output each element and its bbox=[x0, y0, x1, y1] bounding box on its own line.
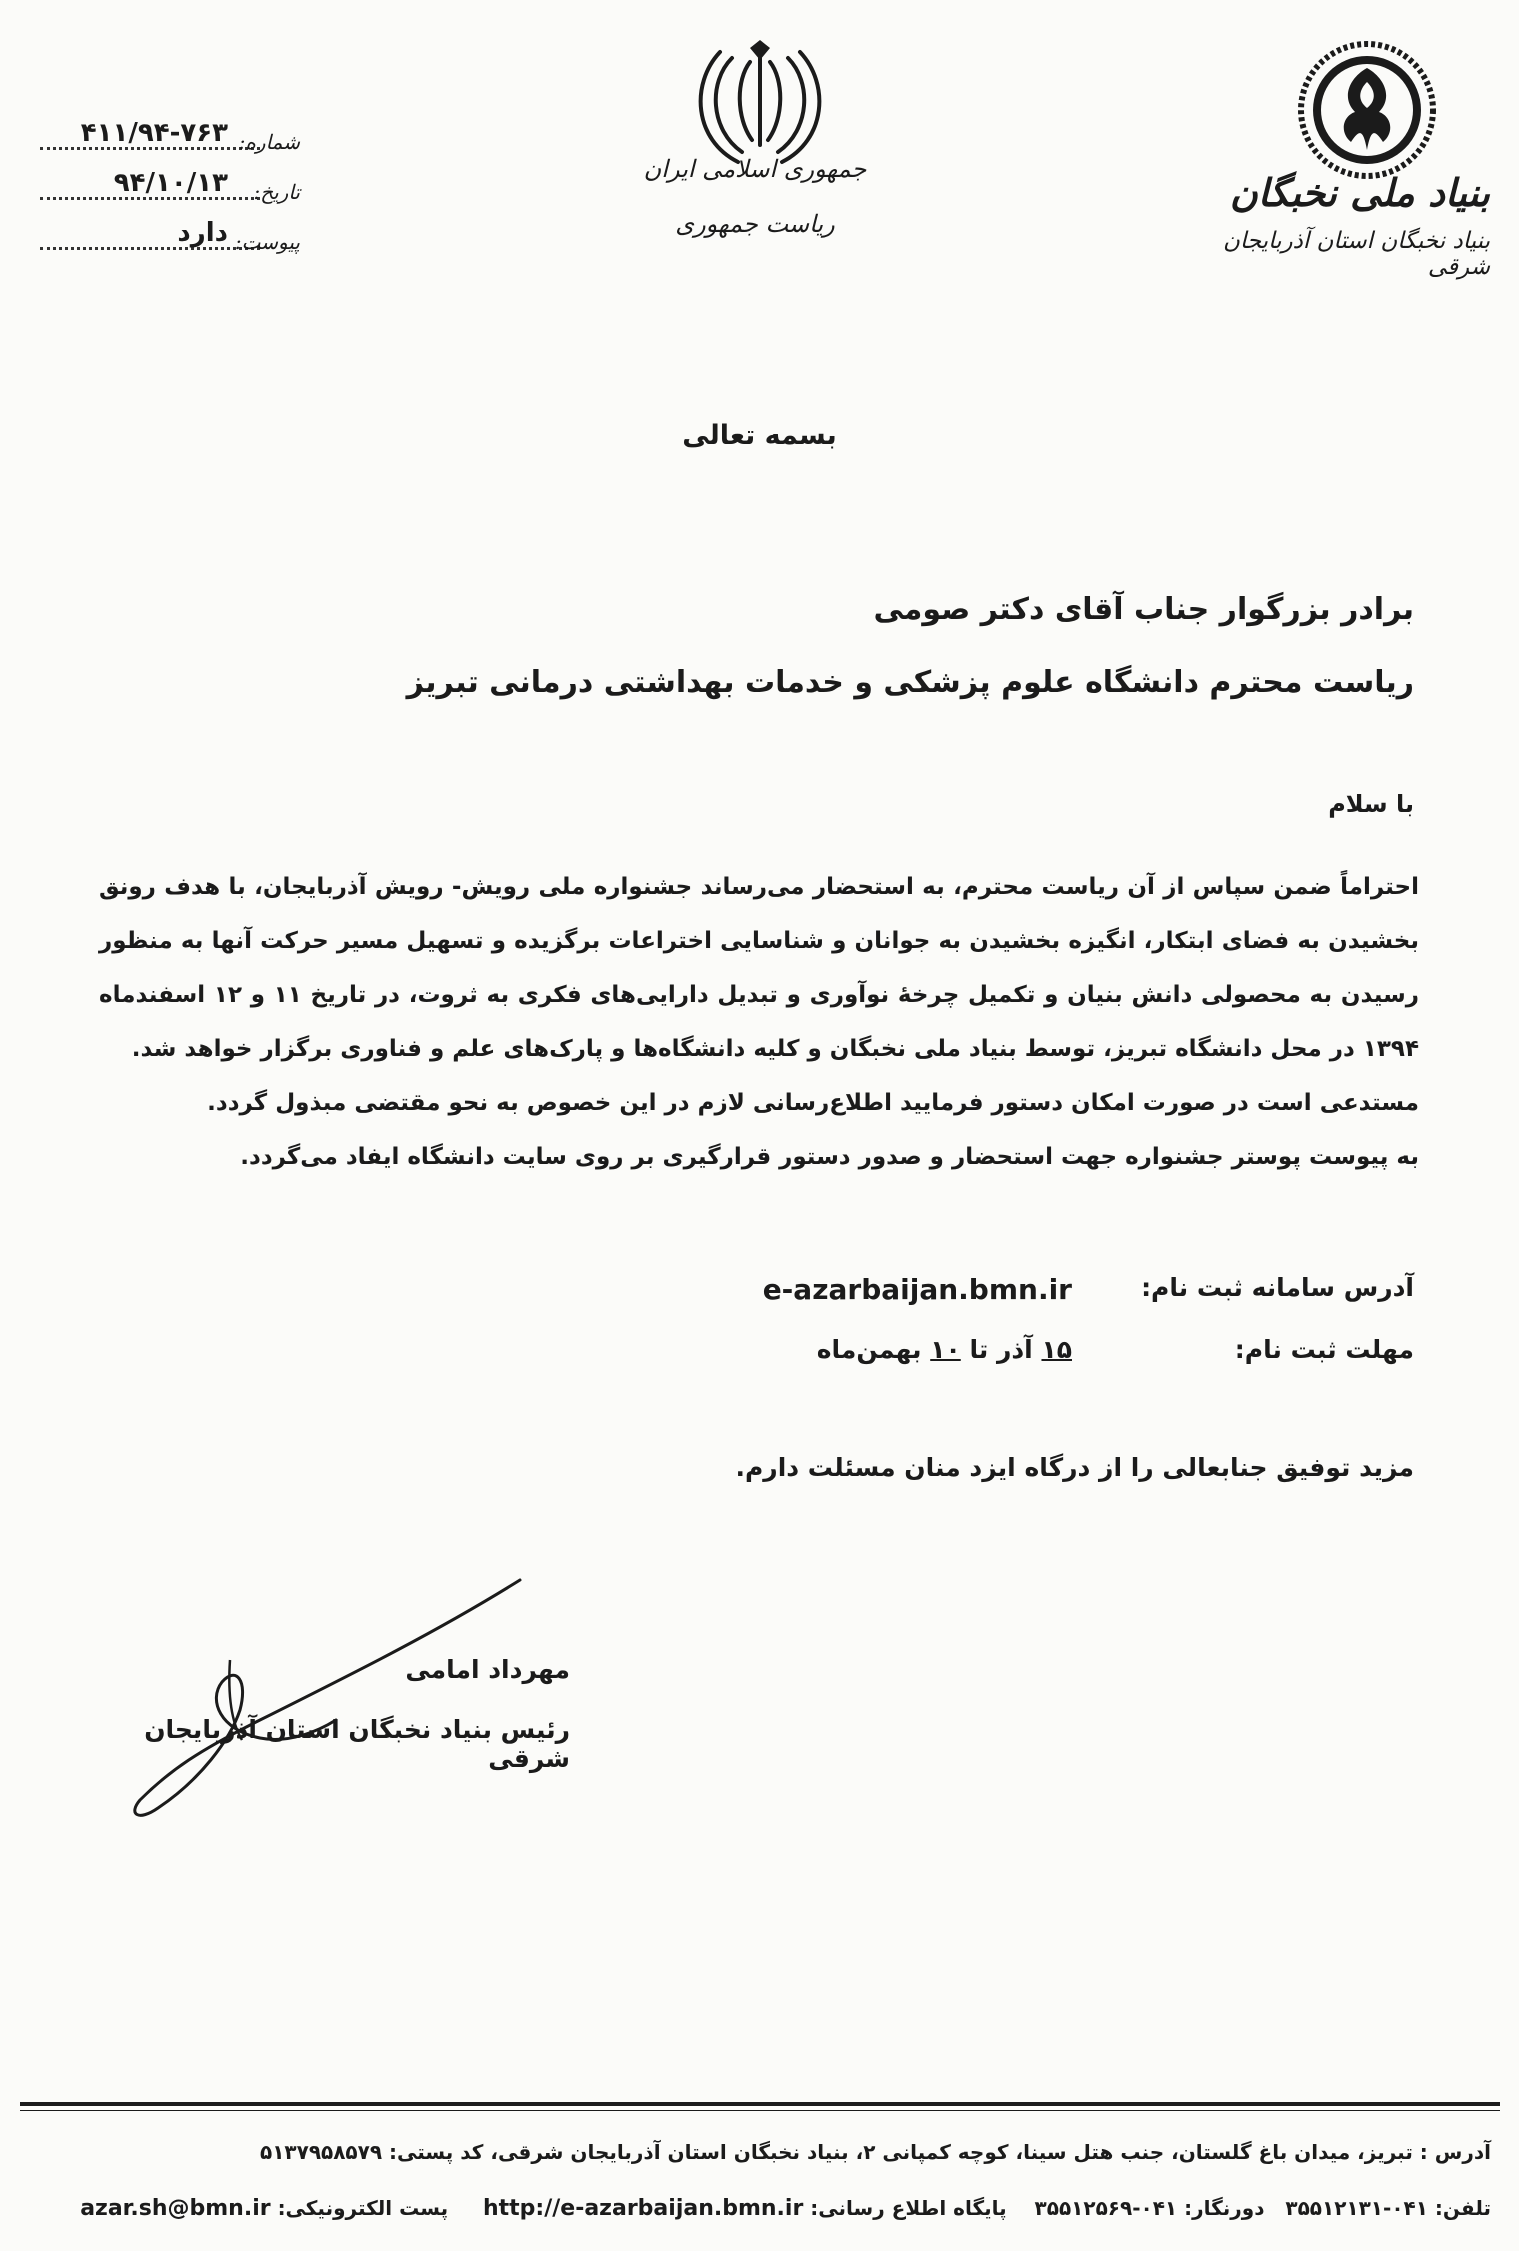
footer-address: آدرس : تبریز، میدان باغ گلستان، جنب هتل سینا، کوچه کمپانی ۲، بنیاد نخبگان استان آذربایجان شرقی، کد پستی: ۵۱۳۷۹۵۸۵۷۹ bbox=[259, 2140, 1491, 2164]
phone-label: تلفن: bbox=[1434, 2196, 1491, 2220]
body-paragraph-2: مستدعی است در صورت امکان دستور فرمایید اطلاع‌رسانی لازم در این خصوص به نحو مقتضی مبذول گردد. bbox=[207, 1090, 1419, 1116]
body-paragraph-1: احتراماً ضمن سپاس از آن ریاست محترم، به استحضار می‌رساند جشنواره ملی رویش- رویش آذربایجان، با هدف رونق بخشیدن به فضای ابتکار، انگیزه بخشیدن به جوانان و شناسایی اختراعات برگزیده و تسهیل مسیر حرکت آنها به منظور رسیدن به محصولی دانش بنیان و تکمیل چرخهٔ نوآوری و تبدیل دارایی‌های فکری به ثروت، در تاریخ ۱۱ و ۱۲ اسفندماه ۱۳۹۴ در محل دانشگاه تبریز، توسط بنیاد ملی نخبگان و کلیه دانشگاه‌ها و پارک‌های علم و فناوری برگزار خواهد شد. bbox=[99, 874, 1420, 1062]
body-paragraph-3: به پیوست پوستر جشنواره جهت استحضار و صدور دستور قرارگیری بر روی سایت دانشگاه ایفاد می‌گردد. bbox=[240, 1144, 1419, 1170]
email-link[interactable]: azar.sh@bmn.ir bbox=[80, 2196, 271, 2221]
deadline-end-day: ۱۰ bbox=[930, 1335, 961, 1364]
deadline-end-text: بهمن‌ماه bbox=[816, 1335, 922, 1364]
registration-site-label: آدرس سامانه ثبت نام: bbox=[1141, 1273, 1414, 1302]
signer-title: رئیس بنیاد نخبگان استان آذربایجان شرقی bbox=[144, 1715, 570, 1773]
footer-contacts bbox=[80, 2196, 1491, 2221]
phone-value: ۰۴۱-۳۵۵۱۲۱۳۱ bbox=[1285, 2196, 1428, 2220]
footer-divider-thin bbox=[20, 2110, 1500, 2111]
letter-date-value: ۹۴/۱۰/۱۳ bbox=[113, 168, 228, 198]
organization-name: بنیاد ملی نخبگان bbox=[1229, 170, 1490, 215]
closing-line: مزید توفیق جنابعالی را از درگاه ایزد منان مسئلت دارم. bbox=[735, 1453, 1414, 1482]
greeting: با سلام bbox=[1328, 790, 1414, 818]
deadline-start-day: ۱۵ bbox=[1041, 1335, 1072, 1364]
portal-link[interactable]: http://e-azarbaijan.bmn.ir bbox=[482, 2196, 804, 2221]
portal-label: پایگاه اطلاع رسانی: bbox=[810, 2196, 1007, 2220]
letter-number-field bbox=[40, 118, 300, 156]
registration-deadline-row bbox=[214, 1335, 1414, 1375]
footer-divider-thick bbox=[20, 2102, 1500, 2106]
registration-deadline-value bbox=[817, 1335, 1072, 1364]
letter-date-label: تاریخ: bbox=[253, 180, 300, 204]
letter-body bbox=[99, 860, 1419, 1184]
registration-site-link[interactable]: e-azarbaijan.bmn.ir bbox=[762, 1273, 1072, 1306]
elites-foundation-logo-icon bbox=[1295, 38, 1440, 183]
registration-deadline-label: مهلت ثبت نام: bbox=[1234, 1335, 1414, 1364]
organization-subtitle: بنیاد نخبگان استان آذربایجان شرقی bbox=[1222, 228, 1490, 280]
fax-value: ۰۴۱-۳۵۵۱۲۵۶۹ bbox=[1034, 2196, 1178, 2220]
besmellah-heading: بسمه تعالی bbox=[682, 420, 837, 451]
deadline-middle-text: آذر تا bbox=[969, 1335, 1033, 1364]
government-name: جمهوری اسلامی ایران bbox=[643, 155, 867, 183]
letter-attachment-field bbox=[40, 218, 300, 256]
recipient-line-1: برادر بزرگوار جناب آقای دکتر صومی bbox=[873, 592, 1414, 627]
letter-number-label: شماره: bbox=[238, 130, 300, 154]
email-label: پست الکترونیکی: bbox=[277, 2196, 449, 2220]
recipient-line-2: ریاست محترم دانشگاه علوم پزشکی و خدمات بهداشتی درمانی تبریز bbox=[406, 665, 1414, 700]
registration-site-row bbox=[214, 1273, 1414, 1313]
letter-date-field bbox=[40, 168, 300, 206]
fax-label: دورنگار: bbox=[1184, 2196, 1265, 2220]
letter-attachment-label: پیوست: bbox=[234, 230, 300, 254]
letter-number-value: ۴۱۱/۹۴-۷۶۳ bbox=[80, 118, 228, 148]
presidency-name: ریاست جمهوری bbox=[675, 210, 835, 238]
handwritten-signature bbox=[110, 1570, 530, 1830]
iran-emblem-icon bbox=[680, 40, 840, 170]
signer-name: مهرداد امامی bbox=[405, 1655, 570, 1684]
letter-attachment-value: دارد bbox=[177, 218, 228, 248]
